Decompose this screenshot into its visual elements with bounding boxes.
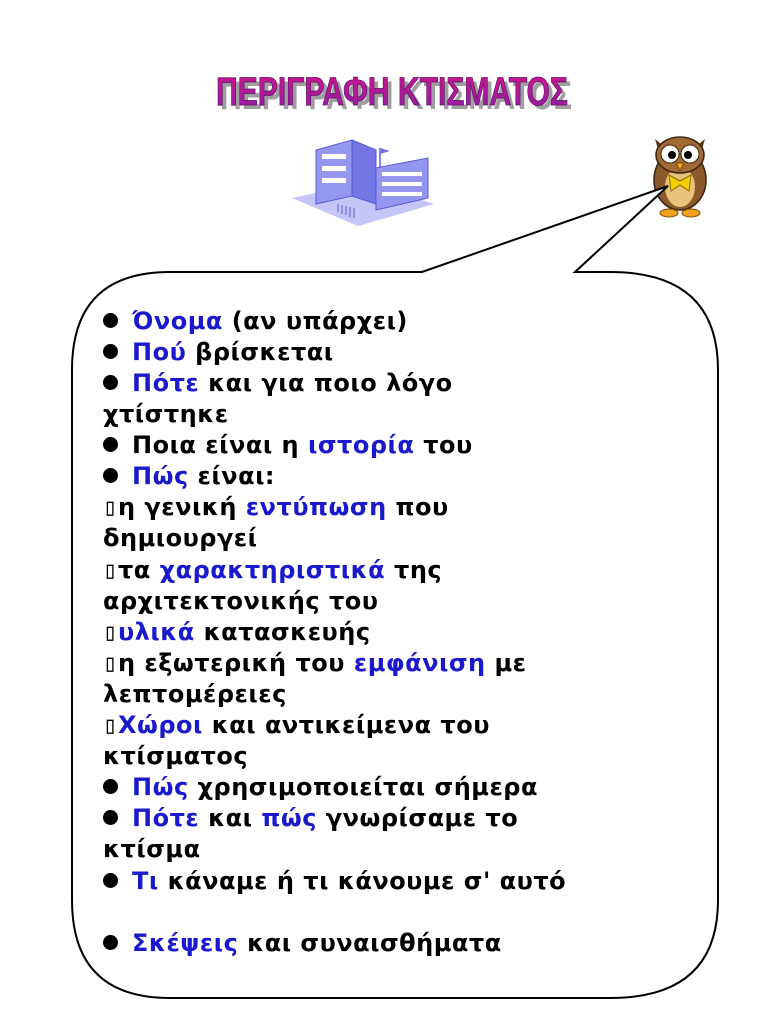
keyword-text: εμφάνιση (353, 649, 486, 677)
text-line-s2 (103, 555, 442, 585)
keyword-text: ιστορία (307, 431, 415, 459)
plain-text: λεπτομέρειες (103, 680, 287, 708)
text-line-s1 (103, 492, 449, 522)
keyword-text: υλικά (117, 618, 195, 646)
box-glyph-icon: ▯ (103, 618, 118, 646)
plain-text: και (199, 804, 262, 832)
keyword-text: Πού (132, 338, 187, 366)
bullet-icon (103, 313, 118, 328)
plain-text: κτίσμα (103, 835, 201, 863)
text-line-s5c (103, 741, 248, 771)
text-line-s1c (103, 523, 258, 553)
plain-text: βρίσκεται (186, 338, 334, 366)
text-line-s2c (103, 586, 378, 616)
page-title-shadow: ΠΕΡΙΓΡΑΦΗ ΚΤΙΣΜΑΤΟΣ (220, 74, 572, 118)
plain-text: κτίσματος (103, 742, 249, 770)
bullet-icon (103, 779, 118, 794)
keyword-text: χαρακτηριστικά (159, 556, 386, 584)
plain-text: κάναμε ή τι κάνουμε σ' αυτό (158, 867, 567, 895)
plain-text: της (385, 556, 443, 584)
text-line-s4c (103, 679, 287, 709)
text-line-b7c (103, 834, 201, 864)
plain-text: κατασκευής (194, 618, 371, 646)
text-line-b9 (103, 928, 502, 958)
plain-text: που (386, 493, 449, 521)
text-line-b4 (103, 430, 473, 460)
plain-text: με (485, 649, 527, 677)
text-line-b6 (103, 772, 538, 802)
plain-text: τα (117, 556, 160, 584)
keyword-text: πώς (261, 804, 317, 832)
plain-text: χρησιμοποιείται σήμερα (188, 773, 538, 801)
page-title-text: ΠΕΡΙΓΡΑΦΗ ΚΤΙΣΜΑΤΟΣ (216, 70, 568, 114)
box-glyph-icon: ▯ (103, 493, 118, 521)
plain-text: Ποια είναι η (132, 431, 308, 459)
bullet-icon (103, 468, 118, 483)
keyword-text: Πώς (132, 773, 189, 801)
plain-text: χτίστηκε (103, 400, 229, 428)
bullet-icon (103, 935, 118, 950)
bullet-icon (103, 375, 118, 390)
plain-text: η γενική (117, 493, 246, 521)
bullet-icon (103, 810, 118, 825)
plain-text: και συναισθήματα (238, 929, 502, 957)
text-line-b7 (103, 803, 518, 833)
bullet-icon (103, 344, 118, 359)
text-line-s3 (103, 617, 371, 647)
box-glyph-icon: ▯ (103, 711, 118, 739)
text-line-b5 (103, 461, 275, 491)
text-line-b2 (103, 337, 334, 367)
box-glyph-icon: ▯ (103, 556, 118, 584)
plain-text: και αντικείμενα του (202, 711, 490, 739)
bullet-icon (103, 437, 118, 452)
keyword-text: Χώροι (117, 711, 203, 739)
keyword-text: Όνομα (132, 307, 223, 335)
bullet-icon (103, 873, 118, 888)
plain-text: δημιουργεί (103, 524, 258, 552)
plain-text: αρχιτεκτονικής του (103, 587, 379, 615)
keyword-text: Τι (132, 867, 159, 895)
text-line-b1 (103, 306, 408, 336)
plain-text: γνωρίσαμε το (316, 804, 519, 832)
text-line-b3 (103, 368, 453, 398)
text-line-s5 (103, 710, 490, 740)
keyword-text: Πότε (132, 804, 200, 832)
plain-text: και για ποιο λόγο (199, 369, 453, 397)
keyword-text: Πότε (132, 369, 200, 397)
text-line-b8 (103, 866, 566, 896)
plain-text: του (414, 431, 473, 459)
text-line-s4 (103, 648, 527, 678)
keyword-text: εντύπωση (245, 493, 387, 521)
box-glyph-icon: ▯ (103, 649, 118, 677)
text-line-b3c (103, 399, 229, 429)
plain-text: η εξωτερική του (117, 649, 354, 677)
keyword-text: Πώς (132, 462, 189, 490)
plain-text: (αν υπάρχει) (222, 307, 408, 335)
keyword-text: Σκέψεις (132, 929, 239, 957)
plain-text: είναι: (188, 462, 276, 490)
